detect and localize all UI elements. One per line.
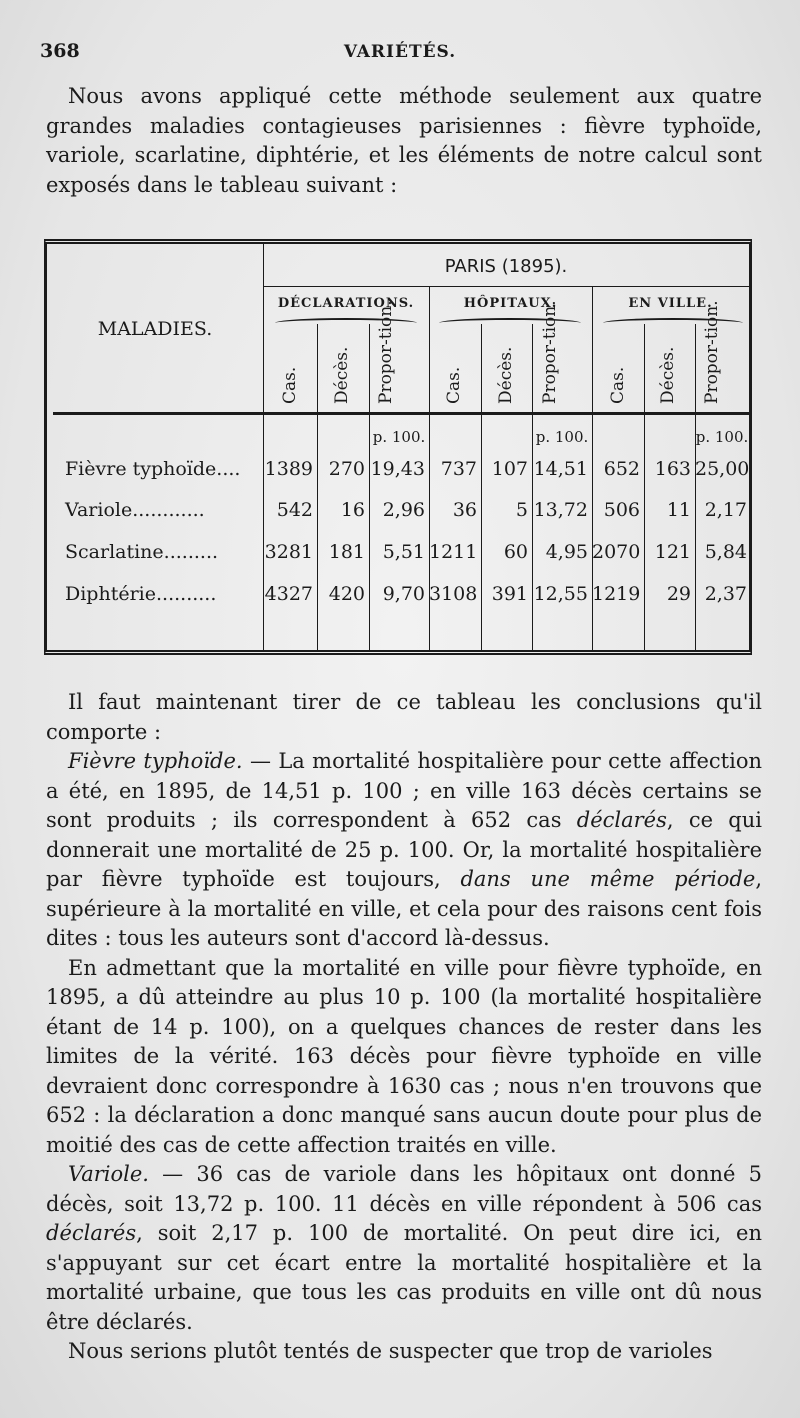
subcol-cas-3: Cas. bbox=[608, 366, 628, 404]
cell: 2070 bbox=[592, 541, 641, 563]
cell: 25,00 bbox=[695, 458, 750, 480]
cell: 4,95 bbox=[545, 541, 588, 563]
row-header-label: MALADIES. bbox=[97, 318, 213, 340]
body-text bbox=[46, 688, 762, 1367]
paragraph-final: Nous serions plutôt tentés de suspecter que trop de varioles bbox=[68, 1339, 713, 1363]
cell: 14,51 bbox=[533, 458, 588, 480]
cell: 29 bbox=[666, 583, 691, 605]
text-span: — La mortalité hospitalière pour cette affection a été, en 1895, de 14,51 p. 100 ; en ville 163 décès certains se sont produits ; ils correspondent à 652 cas bbox=[46, 749, 762, 832]
text-span: — 36 cas de variole dans les hôpitaux ont donné 5 décès, soit 13,72 p. 100. 11 décès en ville répondent à 506 cas bbox=[46, 1162, 762, 1216]
page-number: 368 bbox=[40, 40, 80, 62]
cell: 12,55 bbox=[533, 583, 588, 605]
cell: 4327 bbox=[264, 583, 313, 605]
page-header bbox=[40, 40, 760, 70]
unit-label-1: p. 100. bbox=[372, 428, 426, 446]
subcol-proportion-2: Propor-tion. bbox=[540, 300, 560, 404]
subcol-cas-2: Cas. bbox=[444, 366, 464, 404]
cell: 163 bbox=[654, 458, 691, 480]
paragraph-variole bbox=[46, 1160, 762, 1337]
section-title-variole: Variole. bbox=[68, 1162, 149, 1186]
text-span: dans une même période bbox=[460, 867, 756, 891]
group-en-ville: EN VILLE. bbox=[628, 296, 713, 311]
cell: 652 bbox=[603, 458, 640, 480]
cell: 121 bbox=[654, 541, 691, 563]
cell: 2,17 bbox=[704, 499, 747, 521]
cell: 2,37 bbox=[704, 583, 747, 605]
running-title: VARIÉTÉS. bbox=[343, 42, 457, 62]
cell: 1219 bbox=[592, 583, 641, 605]
row-name: Scarlatine......... bbox=[65, 541, 219, 563]
section-title-fievre: Fièvre typhoïde. bbox=[68, 749, 243, 773]
subcol-deces-1: Décès. bbox=[332, 346, 352, 404]
unit-label-3: p. 100. bbox=[695, 428, 749, 446]
subcol-deces-3: Décès. bbox=[658, 346, 678, 404]
table-title: PARIS (1895). bbox=[444, 256, 568, 277]
paragraph-admettant: En admettant que la mortalité en ville pour fièvre typhoïde, en 1895, a dû atteindre au plus 10 p. 100 (la mortalité hospitalière étant de 14 p. 100), on a quelques chances de rester dans les limites de la vérité. 163 décès pour fièvre typhoïde en ville devraient donc correspondre à 1630 cas ; nous n'en trouvons que 652 : la déclaration a donc manqué sans aucun doute pour plus de moitié des cas de cette affection traités en ville. bbox=[46, 955, 762, 1157]
intro-text: Nous avons appliqué cette méthode seulement aux quatre grandes maladies contagieuses parisiennes : fièvre typhoïde, variole, scarlatine, diphtérie, et les éléments de notre calcul sont exposés dans le tableau suivant : bbox=[46, 84, 762, 197]
row-name: Diphtérie.......... bbox=[65, 583, 217, 605]
row-name: Variole............ bbox=[65, 499, 205, 521]
cell: 181 bbox=[328, 541, 365, 563]
row-name: Fièvre typhoïde.... bbox=[65, 458, 241, 480]
cell: 3281 bbox=[264, 541, 313, 563]
statistics-table bbox=[44, 239, 752, 655]
cell: 19,43 bbox=[370, 458, 425, 480]
text-span: , soit 2,17 p. 100 de mortalité. On peut dire ici, en s'appuyant sur cet écart entre la mortalité hospitalière et la mortalité urbaine, que tous les cas produits en ville ont dû nous être déclarés. bbox=[46, 1221, 762, 1334]
cell: 506 bbox=[603, 499, 640, 521]
cell: 270 bbox=[328, 458, 365, 480]
subcol-deces-2: Décès. bbox=[496, 346, 516, 404]
cell: 5 bbox=[515, 499, 528, 521]
cell: 391 bbox=[491, 583, 528, 605]
cell: 5,51 bbox=[382, 541, 425, 563]
cell: 36 bbox=[452, 499, 477, 521]
group-hopitaux: HÔPITAUX. bbox=[463, 296, 558, 311]
intro-paragraph bbox=[46, 82, 762, 200]
subcol-proportion-1: Propor-tion. bbox=[376, 300, 396, 404]
cell: 2,96 bbox=[382, 499, 425, 521]
paragraph-fievre-typhoide bbox=[46, 747, 762, 954]
cell: 107 bbox=[491, 458, 528, 480]
cell: 3108 bbox=[429, 583, 478, 605]
subcol-proportion-3: Propor-tion. bbox=[702, 300, 722, 404]
text-span: déclarés bbox=[576, 808, 667, 832]
group-declarations: DÉCLARATIONS. bbox=[277, 296, 415, 311]
cell: 1389 bbox=[264, 458, 313, 480]
cell: 60 bbox=[503, 541, 528, 563]
cell: 9,70 bbox=[382, 583, 425, 605]
cell: 5,84 bbox=[704, 541, 747, 563]
paragraph-conclusions: Il faut maintenant tirer de ce tableau les conclusions qu'il comporte : bbox=[46, 690, 762, 744]
subcol-cas-1: Cas. bbox=[280, 366, 300, 404]
cell: 420 bbox=[328, 583, 365, 605]
text-span: , supérieure à la mortalité en ville, et cela pour des raisons cent fois dites : tous les auteurs sont d'accord là-dessus. bbox=[46, 867, 762, 950]
unit-label-2: p. 100. bbox=[535, 428, 589, 446]
cell: 13,72 bbox=[533, 499, 588, 521]
cell: 11 bbox=[666, 499, 691, 521]
cell: 542 bbox=[276, 499, 313, 521]
text-span: , ce qui donnerait une mortalité de 25 p. 100. Or, la mortalité hospitalière par fièvre typhoïde est toujours, bbox=[46, 808, 762, 891]
cell: 1211 bbox=[429, 541, 478, 563]
text-span: déclarés bbox=[46, 1221, 137, 1245]
cell: 16 bbox=[340, 499, 365, 521]
cell: 737 bbox=[440, 458, 477, 480]
